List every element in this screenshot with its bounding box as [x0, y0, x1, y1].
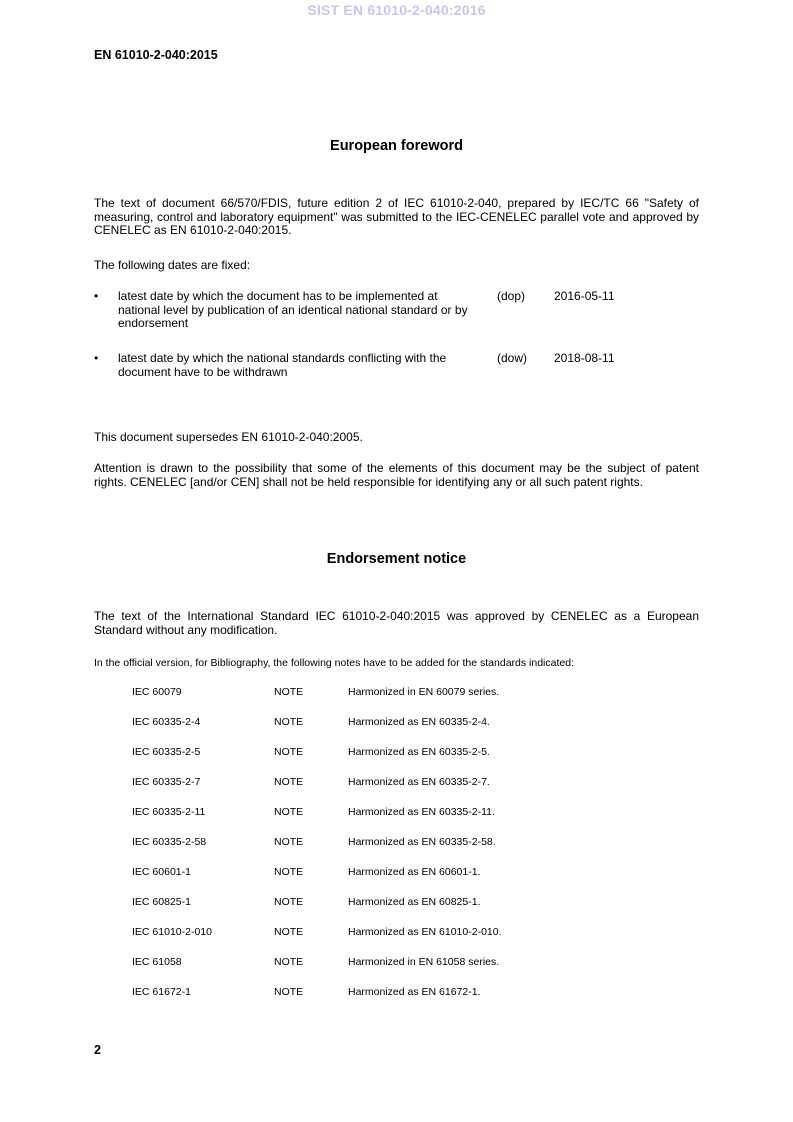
- note-text: Harmonized as EN 61672-1.: [348, 986, 481, 998]
- standard-id: IEC 60335-2-7: [132, 776, 201, 788]
- note-label: NOTE: [274, 866, 304, 878]
- standard-id: IEC 60335-2-4: [132, 716, 201, 728]
- standard-id: IEC 61010-2-010: [132, 926, 212, 938]
- note-label: NOTE: [274, 836, 304, 848]
- note-label: NOTE: [274, 746, 304, 758]
- note-text: Harmonized as EN 61010-2-010.: [348, 926, 502, 938]
- note-label: NOTE: [274, 986, 304, 998]
- date-description: latest date by which the national standards conflicting with the document have to be withdrawn: [118, 351, 447, 379]
- note-text: Harmonized in EN 60079 series.: [348, 686, 500, 698]
- note-label: NOTE: [274, 686, 304, 698]
- dates-intro: The following dates are fixed:: [94, 258, 251, 272]
- note-label: NOTE: [274, 806, 304, 818]
- notes-intro: In the official version, for Bibliography, the following notes have to be added for the standards indicated:: [94, 657, 574, 669]
- foreword-intro: The text of document 66/570/FDIS, future edition 2 of IEC 61010-2-040, prepared by IEC/TC 66 "Safety of measuring, control and laboratory equipment" was submitted to the IEC-CENELEC parallel vote and approved by CENELEC as EN 61010-2-040:2015.: [94, 196, 699, 237]
- standard-id: IEC 60335-2-11: [132, 806, 206, 818]
- note-label: NOTE: [274, 926, 304, 938]
- page-number: 2: [94, 1043, 101, 1057]
- date-value: 2018-08-11: [554, 351, 615, 365]
- note-text: Harmonized as EN 60335-2-11.: [348, 806, 495, 818]
- bullet: •: [94, 351, 99, 365]
- note-text: Harmonized as EN 60335-2-7.: [348, 776, 490, 788]
- note-text: Harmonized as EN 60335-2-4.: [348, 716, 490, 728]
- standard-id: IEC 60601-1: [132, 866, 191, 878]
- date-code: (dow): [497, 351, 528, 365]
- document-id: EN 61010-2-040:2015: [94, 48, 218, 62]
- standard-id: IEC 60335-2-5: [132, 746, 201, 758]
- watermark: SIST EN 61010-2-040:2016: [307, 2, 486, 18]
- date-value: 2016-05-11: [554, 289, 615, 303]
- date-description: latest date by which the document has to be implemented at national level by publication of an identical national standard or by endorsement: [118, 289, 468, 330]
- note-label: NOTE: [274, 776, 304, 788]
- standard-id: IEC 61672-1: [132, 986, 191, 998]
- standard-id: IEC 61058: [132, 956, 182, 968]
- bullet: •: [94, 289, 99, 303]
- note-text: Harmonized as EN 60335-2-5.: [348, 746, 490, 758]
- note-text: Harmonized as EN 60335-2-58.: [348, 836, 496, 848]
- standard-id: IEC 60825-1: [132, 896, 191, 908]
- note-text: Harmonized in EN 61058 series.: [348, 956, 500, 968]
- note-label: NOTE: [274, 896, 304, 908]
- foreword-title: European foreword: [330, 138, 463, 154]
- standard-id: IEC 60335-2-58: [132, 836, 207, 848]
- endorsement-text: The text of the International Standard IEC 61010-2-040:2015 was approved by CENELEC as a European Standard without any modification.: [94, 609, 699, 637]
- endorsement-title: Endorsement notice: [326, 551, 467, 567]
- date-code: (dop): [497, 289, 526, 303]
- supersedes-text: This document supersedes EN 61010-2-040:2005.: [94, 430, 363, 444]
- note-text: Harmonized as EN 60825-1.: [348, 896, 481, 908]
- note-label: NOTE: [274, 956, 304, 968]
- note-text: Harmonized as EN 60601-1.: [348, 866, 481, 878]
- patent-text: Attention is drawn to the possibility that some of the elements of this document may be the subject of patent rights. CENELEC [and/or CEN] shall not be held responsible for identifying any or all such patent rights.: [94, 461, 699, 489]
- standard-id: IEC 60079: [132, 686, 182, 698]
- note-label: NOTE: [274, 716, 304, 728]
